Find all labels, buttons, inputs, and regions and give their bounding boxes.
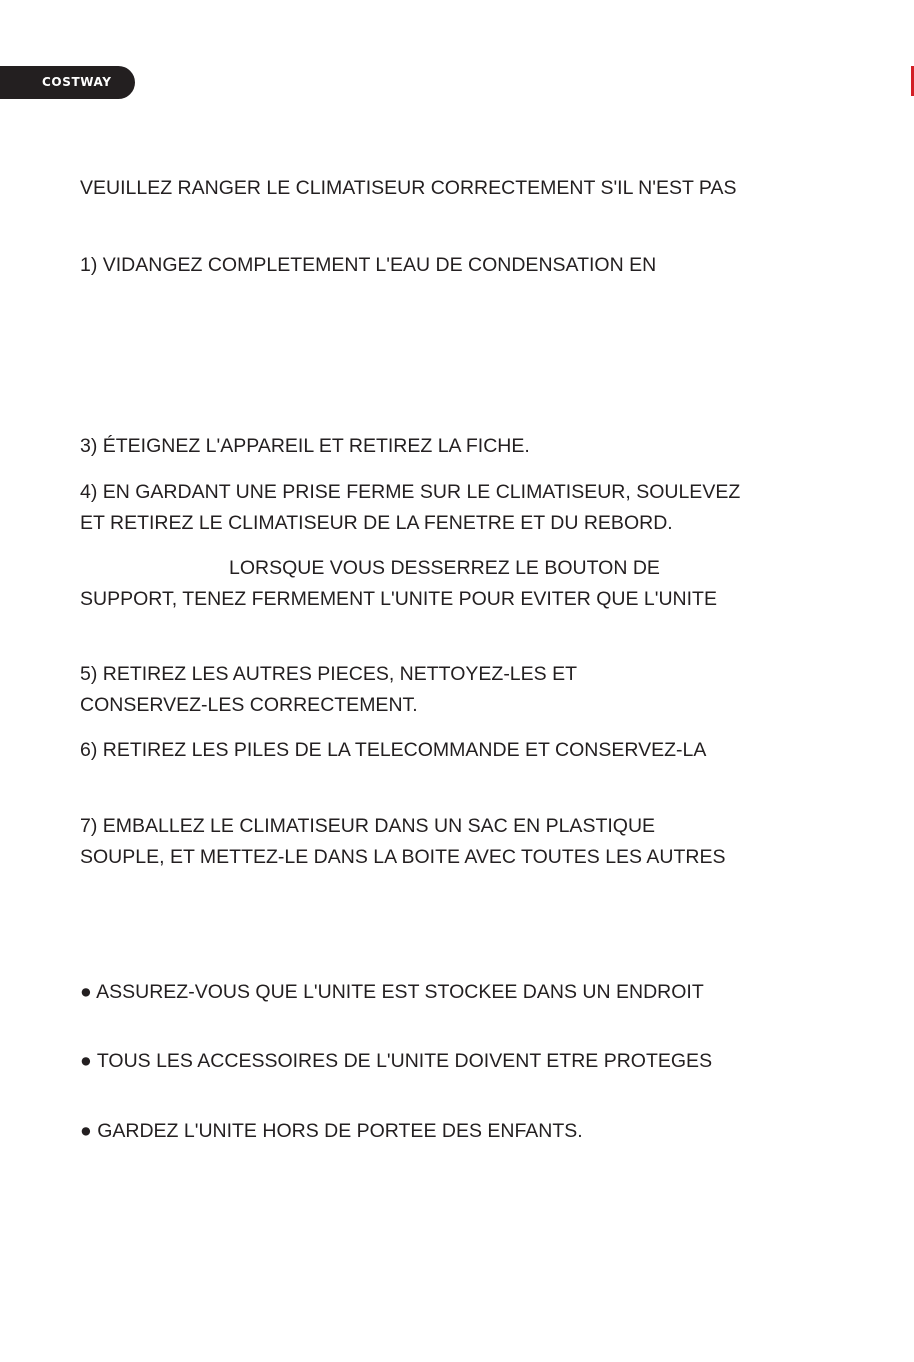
step-5-line-1: 5) RETIREZ LES AUTRES PIECES, NETTOYEZ-LES ET: [80, 663, 578, 685]
bullet-accessories-protected: ● TOUS LES ACCESSOIRES DE L'UNITE DOIVENT ETRE PROTEGES: [80, 1050, 713, 1072]
step-5-line-2: CONSERVEZ-LES CORRECTEMENT.: [80, 694, 418, 716]
step-4-line-2: ET RETIREZ LE CLIMATISEUR DE LA FENETRE ET DU REBORD.: [80, 512, 673, 534]
storage-intro-text: VEUILLEZ RANGER LE CLIMATISEUR CORRECTEMENT S'IL N'EST PAS: [80, 177, 737, 199]
step-6-text: 6) RETIREZ LES PILES DE LA TELECOMMANDE ET CONSERVEZ-LA: [80, 739, 707, 761]
bullet-storage-location: ● ASSUREZ-VOUS QUE L'UNITE EST STOCKEE DANS UN ENDROIT: [80, 981, 704, 1003]
caution-line-2: SUPPORT, TENEZ FERMEMENT L'UNITE POUR EVITER QUE L'UNITE: [80, 588, 717, 610]
step-7-line-2: SOUPLE, ET METTEZ-LE DANS LA BOITE AVEC TOUTES LES AUTRES: [80, 846, 726, 868]
caution-line-1: LORSQUE VOUS DESSERREZ LE BOUTON DE: [229, 557, 660, 579]
step-3-text: 3) ÉTEIGNEZ L'APPAREIL ET RETIREZ LA FICHE.: [80, 435, 530, 457]
brand-logo-tab: COSTWAY: [0, 66, 135, 99]
step-4-line-1: 4) EN GARDANT UNE PRISE FERME SUR LE CLIMATISEUR, SOULEVEZ: [80, 481, 741, 503]
step-1-text: 1) VIDANGEZ COMPLETEMENT L'EAU DE CONDENSATION EN: [80, 254, 657, 276]
step-7-line-1: 7) EMBALLEZ LE CLIMATISEUR DANS UN SAC EN PLASTIQUE: [80, 815, 656, 837]
bullet-keep-from-children: ● GARDEZ L'UNITE HORS DE PORTEE DES ENFANTS.: [80, 1120, 583, 1142]
